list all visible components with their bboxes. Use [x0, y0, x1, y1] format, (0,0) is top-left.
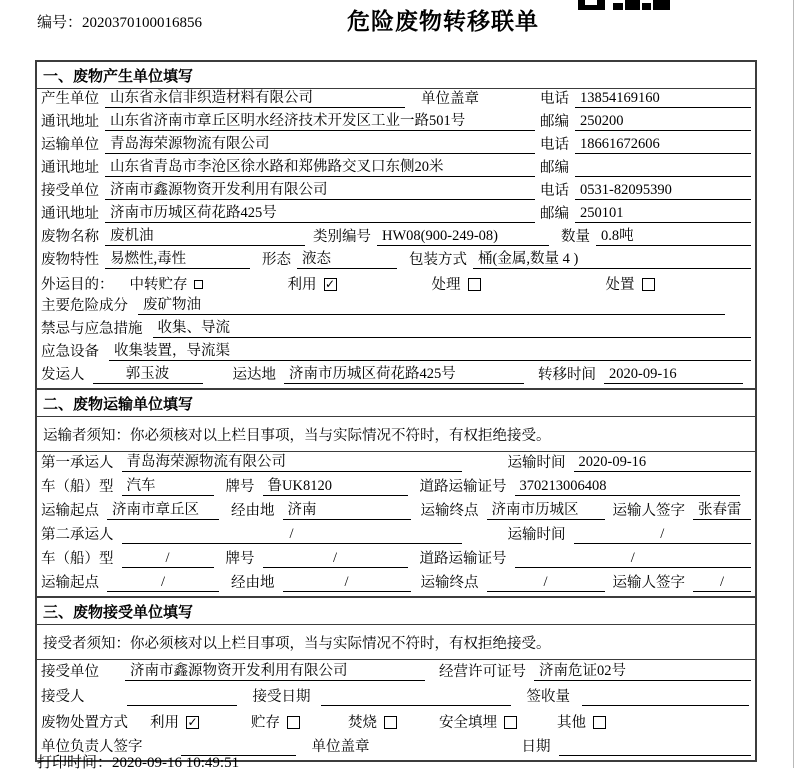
- received-amount-value: [582, 705, 749, 706]
- window-right-edge: [793, 0, 794, 768]
- producer-phone-label: 电话: [540, 91, 569, 107]
- disposal-option-incinerate: [348, 714, 397, 732]
- purpose-transit-storage-label: 中转贮存: [129, 276, 188, 293]
- permit1-value: 370213006408: [515, 477, 740, 496]
- origin2-label: 运输起点: [41, 575, 99, 591]
- via2-value: /: [283, 573, 411, 592]
- purpose-utilize-label: 利用: [287, 276, 317, 293]
- row-transporter-address: [37, 158, 755, 181]
- vehicle1-value: 汽车: [122, 477, 214, 496]
- row-carrier2: [37, 524, 755, 548]
- print-time: [37, 751, 239, 772]
- end2-value: /: [487, 573, 605, 592]
- receiver-unit-value: 济南市鑫源物资开发利用有限公司: [105, 181, 535, 200]
- section-transport: [37, 388, 755, 596]
- print-time-label: 打印时间：: [37, 755, 113, 771]
- row-transporter-unit: [37, 135, 755, 158]
- sign2-value: /: [693, 573, 751, 592]
- disposal-method-label: 废物处置方式: [41, 714, 128, 731]
- row-receiver-address: [37, 204, 755, 227]
- purpose-dispose-label: 处置: [605, 276, 635, 293]
- shipper-label: 发运人: [41, 367, 85, 383]
- disposal-option-utilize: [150, 714, 199, 732]
- receive-stamp-date-value: [559, 755, 752, 756]
- disposal-incinerate-label: 焚烧: [348, 714, 377, 731]
- emergency-measures-value: 收集、导流: [153, 319, 752, 338]
- destination-value: 济南市历城区荷花路425号: [284, 365, 524, 384]
- shipper-value: 郭玉波: [93, 365, 203, 384]
- packing-value: 桶(金属,数量 4 ): [473, 250, 751, 269]
- receive-stamp-date-label: 日期: [521, 739, 551, 755]
- transport-time1-value: 2020-09-16: [574, 453, 752, 472]
- receiver-unit-label: 接受单位: [41, 183, 99, 199]
- carrier1-label: 第一承运人: [41, 455, 114, 471]
- purpose-treat-label: 处理: [431, 276, 461, 293]
- hazard-components-value: 废矿物油: [138, 296, 725, 315]
- category-code-value: HW08(900-249-08): [377, 227, 549, 246]
- section-receiver: [37, 596, 755, 760]
- vehicle2-value: /: [122, 549, 214, 568]
- transporter-unit-label: 运输单位: [41, 137, 99, 153]
- receiving-unit-label: 接受单位: [41, 664, 99, 680]
- carrier2-value: /: [122, 525, 462, 544]
- purpose-option-dispose: [606, 276, 655, 294]
- disposal-option-store: [251, 714, 300, 732]
- section-producer-title: 一、废物产生单位填写: [37, 62, 755, 89]
- serial-value: 2020370100016856: [82, 15, 203, 31]
- row-emergency-measures: [37, 319, 755, 342]
- row-vehicle1: [37, 476, 755, 500]
- permit2-value: /: [515, 549, 752, 568]
- producer-address-value: 山东省济南市章丘区明水经济技术开发区工业一路501号: [105, 112, 535, 131]
- receiver-notice: 接受者须知：你必须核对以上栏目事项，当与实际情况不符时，有权拒绝接受。: [37, 625, 755, 660]
- waste-name-value: 废机油: [105, 227, 305, 246]
- transport-time2-value: /: [574, 525, 752, 544]
- purpose-dispose-checkbox: [642, 278, 655, 291]
- transporter-notice: 运输者须知：你必须核对以上栏目事项，当与实际情况不符时，有权拒绝接受。: [37, 417, 755, 452]
- disposal-store-label: 贮存: [251, 714, 280, 731]
- disposal-landfill-checkbox: [504, 716, 517, 729]
- disposal-incinerate-checkbox: [384, 716, 397, 729]
- quantity-value: 0.8吨: [596, 227, 751, 246]
- row-carrier1: [37, 452, 755, 476]
- producer-phone-value: 13854169160: [575, 89, 751, 108]
- emergency-equipment-label: 应急设备: [41, 344, 99, 360]
- receiver-zip-label: 邮编: [540, 206, 569, 222]
- receiver-address-value: 济南市历城区荷花路425号: [105, 204, 535, 223]
- section-transport-title: 二、废物运输单位填写: [37, 388, 755, 417]
- emergency-measures-label: 禁忌与应急措施: [41, 321, 143, 337]
- receiving-person-label: 接受人: [41, 689, 85, 705]
- purpose-utilize-checkbox: ✓: [324, 278, 336, 291]
- transfer-form-table: [35, 60, 757, 762]
- transfer-purpose-label: 外运目的：: [41, 276, 114, 293]
- transporter-address-value: 山东省青岛市李沧区徐水路和郑佛路交叉口东侧20米: [105, 158, 535, 177]
- receiver-stamp-label: 单位盖章: [311, 739, 370, 755]
- plate1-value: 鲁UK8120: [263, 477, 408, 496]
- permit1-label: 道路运输证号: [419, 479, 507, 495]
- row-receiving-person: [37, 685, 755, 710]
- receiver-phone-label: 电话: [540, 183, 569, 199]
- row-emergency-equipment: [37, 342, 755, 365]
- emergency-equipment-value: 收集装置，导流渠: [109, 342, 751, 361]
- disposal-utilize-label: 利用: [150, 714, 179, 731]
- unit-stamp-label: 单位盖章: [421, 91, 479, 107]
- disposal-store-checkbox: [287, 716, 300, 729]
- row-transfer-purpose: [37, 273, 755, 296]
- sign1-label: 运输人签字: [612, 503, 685, 519]
- producer-address-label: 通讯地址: [41, 114, 99, 130]
- destination-label: 运达地: [232, 367, 276, 383]
- row-receiver-unit: [37, 181, 755, 204]
- transfer-time-label: 转移时间: [538, 367, 596, 383]
- row-waste-traits: [37, 250, 755, 273]
- received-amount-label: 签收量: [526, 689, 570, 705]
- transporter-zip-value: [575, 176, 751, 177]
- plate2-label: 牌号: [225, 551, 255, 567]
- category-code-label: 类别编号: [313, 229, 371, 245]
- row-hazard-components: [37, 296, 755, 319]
- receiving-date-label: 接受日期: [252, 689, 311, 705]
- transporter-phone-label: 电话: [540, 137, 569, 153]
- vehicle2-label: 车（船）型: [41, 551, 114, 567]
- producer-unit-value: 山东省永信非织造材料有限公司: [105, 89, 405, 108]
- carrier1-value: 青岛海荣源物流有限公司: [122, 453, 462, 472]
- sign1-value: 张春雷: [693, 501, 751, 520]
- receiving-date-value: [321, 705, 511, 706]
- disposal-other-checkbox: [593, 716, 606, 729]
- row-waste-name: [37, 227, 755, 250]
- transporter-address-label: 通讯地址: [41, 160, 99, 176]
- purpose-option-treat: [432, 276, 481, 294]
- origin1-value: 济南市章丘区: [107, 501, 219, 520]
- row-vehicle2: [37, 548, 755, 572]
- transport-time2-label: 运输时间: [507, 527, 566, 543]
- license-value: 济南危证02号: [534, 662, 751, 681]
- end1-label: 运输终点: [420, 503, 479, 519]
- disposal-utilize-checkbox: ✓: [187, 716, 198, 729]
- purpose-option-transit-storage: [130, 276, 203, 294]
- packing-label: 包装方式: [409, 252, 467, 268]
- plate1-label: 牌号: [225, 479, 255, 495]
- print-time-value: 2020-09-16 10:49:51: [112, 755, 240, 771]
- carrier2-label: 第二承运人: [41, 527, 114, 543]
- purpose-option-utilize: [288, 276, 337, 294]
- via1-label: 经由地: [231, 503, 275, 519]
- via2-label: 经由地: [231, 575, 275, 591]
- waste-traits-label: 废物特性: [41, 252, 99, 268]
- section-producer: [37, 62, 755, 388]
- quantity-label: 数量: [561, 229, 590, 245]
- end2-label: 运输终点: [420, 575, 479, 591]
- transfer-time-value: 2020-09-16: [604, 365, 743, 384]
- origin1-label: 运输起点: [41, 503, 99, 519]
- producer-zip-value: 250200: [575, 112, 751, 131]
- disposal-other-label: 其他: [557, 714, 586, 731]
- waste-traits-value: 易燃性,毒性: [105, 250, 250, 269]
- purpose-transit-storage-checkbox: [194, 280, 203, 289]
- permit2-label: 道路运输证号: [419, 551, 507, 567]
- row-disposal-method: [37, 710, 755, 735]
- receiver-address-label: 通讯地址: [41, 206, 99, 222]
- receiving-unit-value: 济南市鑫源物资开发利用有限公司: [125, 662, 425, 681]
- transporter-zip-label: 邮编: [540, 160, 569, 176]
- transport-time1-label: 运输时间: [507, 455, 566, 471]
- transporter-phone-value: 18661672606: [575, 135, 751, 154]
- hazard-components-label: 主要危险成分: [41, 298, 128, 314]
- row-receiving-unit: [37, 660, 755, 685]
- page-title: 危险废物转移联单: [347, 8, 539, 34]
- producer-zip-label: 邮编: [540, 114, 569, 130]
- license-label: 经营许可证号: [439, 664, 526, 680]
- receiving-person-value: [127, 705, 237, 706]
- manager-signature-label: 单位负责人签字: [41, 739, 143, 755]
- disposal-option-landfill: [439, 714, 517, 732]
- row-producer-unit: [37, 89, 755, 112]
- serial-label: 编号：: [37, 15, 83, 31]
- row-producer-address: [37, 112, 755, 135]
- plate2-value: /: [263, 549, 408, 568]
- row-route2: [37, 572, 755, 596]
- origin2-value: /: [107, 573, 219, 592]
- via1-value: 济南: [283, 501, 411, 520]
- receiver-phone-value: 0531-82095390: [575, 181, 751, 200]
- physical-form-label: 形态: [262, 252, 291, 268]
- row-shipper: [37, 365, 755, 388]
- section-receiver-title: 三、废物接受单位填写: [37, 596, 755, 625]
- vehicle1-label: 车（船）型: [41, 479, 114, 495]
- waste-name-label: 废物名称: [41, 229, 99, 245]
- sign2-label: 运输人签字: [612, 575, 685, 591]
- disposal-landfill-label: 安全填埋: [439, 714, 497, 731]
- row-route1: [37, 500, 755, 524]
- end1-value: 济南市历城区: [487, 501, 605, 520]
- physical-form-value: 液态: [297, 250, 397, 269]
- producer-unit-label: 产生单位: [41, 91, 99, 107]
- qr-code-fragment: [578, 0, 670, 11]
- disposal-option-other: [557, 714, 606, 732]
- receiver-zip-value: 250101: [575, 204, 751, 223]
- purpose-treat-checkbox: [468, 278, 481, 291]
- transporter-unit-value: 青岛海荣源物流有限公司: [105, 135, 535, 154]
